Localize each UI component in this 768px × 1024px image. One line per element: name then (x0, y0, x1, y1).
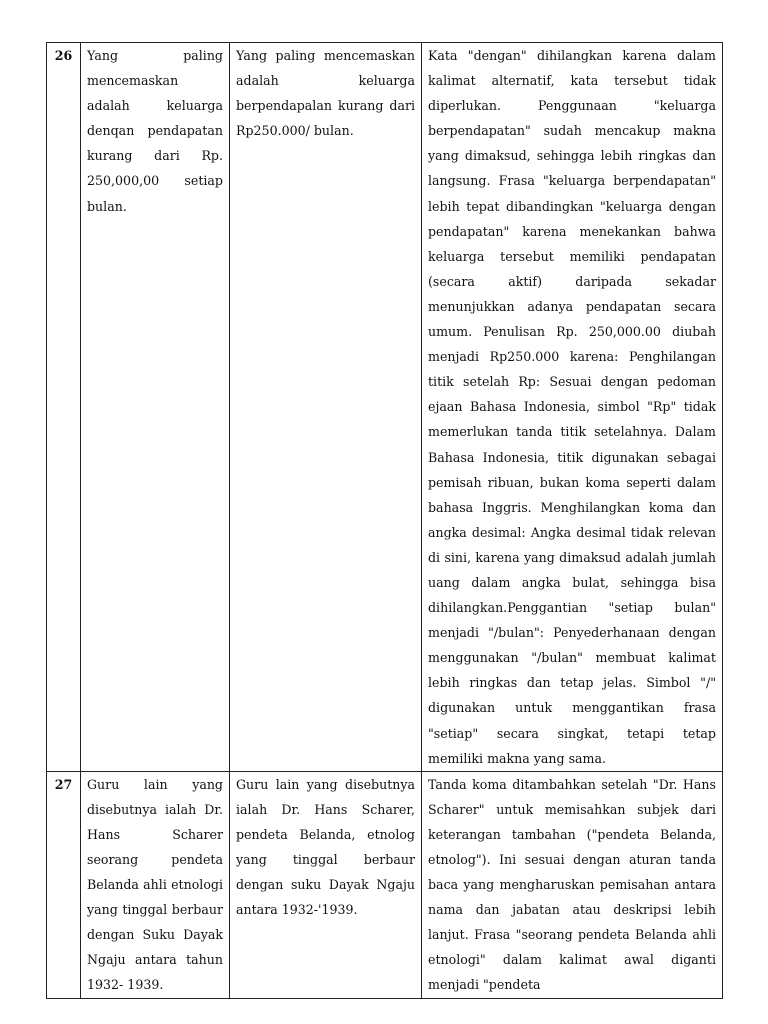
table-row (47, 771, 723, 998)
explanation-text: Tanda koma ditambahkan setelah "Dr. Hans Scharer" untuk memisahkan subjek dari keterangan tambahan ("pendeta Belanda, etnolog"). Ini sesuai dengan aturan tanda baca yang mengharuskan pemisahan antara nama dan jabatan atau deskripsi lebih lanjut. Frasa "seorang pendeta Belanda ahli etnologi" dalam kalimat awal diganti menjadi "pendeta (428, 776, 716, 993)
original-sentence: Yang paling mencemaskan adalah keluarga denqan pendapatan kurang dari Rp. 250,000,00 setiap bulan. (87, 48, 223, 214)
revised-sentence: Guru lain yang disebutnya ialah Dr. Hans Scharer, pendeta Belanda, etnolog yang tinggal berbaur dengan suku Dayak Ngaju antara 1932-'1939. (236, 776, 415, 918)
revised-sentence: Yang paling mencemaskan adalah keluarga berpendapalan kurang dari Rp250.000/ bulan. (236, 48, 415, 139)
explanation-text: Kata "dengan" dihilangkan karena dalam kalimat alternatif, kata tersebut tidak diperlukan. Penggunaan "keluarga berpendapatan" sudah mencakup makna yang dimaksud, sehingga lebih ringkas dan langsung. Frasa "keluarga berpendapatan" lebih tepat dibandingkan "keluarga dengan pendapatan" karena menekankan bahwa keluarga tersebut memiliki pendapatan (secara aktif) daripada sekadar menunjukkan adanya pendapatan secara umum. Penulisan Rp. 250,000.00 diubah menjadi Rp250.000 karena: Penghilangan titik setelah Rp: Sesuai dengan pedoman ejaan Bahasa Indonesia, simbol "Rp" tidak memerlukan tanda titik setelahnya. Dalam Bahasa Indonesia, titik digunakan sebagai pemisah ribuan, bukan koma seperti dalam bahasa Inggris. Menghilangkan koma dan angka desimal: Angka desimal tidak relevan di sini, karena yang dimaksud adalah jumlah uang dalam angka bulat, sehingga bisa dihilangkan.Penggantian "setiap bulan" menjadi "/bulan": Penyederhanaan dengan menggunakan "/bulan" membuat kalimat lebih ringkas dan tetap jelas. Simbol "/" digunakan untuk menggantikan frasa "setiap" secara singkat, tetapi tetap memiliki makna yang sama. (428, 48, 716, 766)
original-sentence: Guru lain yang disebutnya ialah Dr. Hans Scharer seorang pendeta Belanda ahli etnologi yang tinggal berbaur dengan Suku Dayak Ngaju antara tahun 1932- 1939. (87, 776, 223, 993)
original-sentence-cell (81, 771, 230, 998)
original-sentence-cell (81, 43, 230, 772)
table-row (47, 43, 723, 772)
revised-sentence-cell (230, 43, 422, 772)
explanation-cell (422, 43, 723, 772)
document-page (46, 42, 722, 999)
revised-sentence-cell (230, 771, 422, 998)
row-number: 26 (47, 43, 81, 772)
explanation-cell (422, 771, 723, 998)
row-number: 27 (47, 771, 81, 998)
revision-table (46, 42, 723, 999)
